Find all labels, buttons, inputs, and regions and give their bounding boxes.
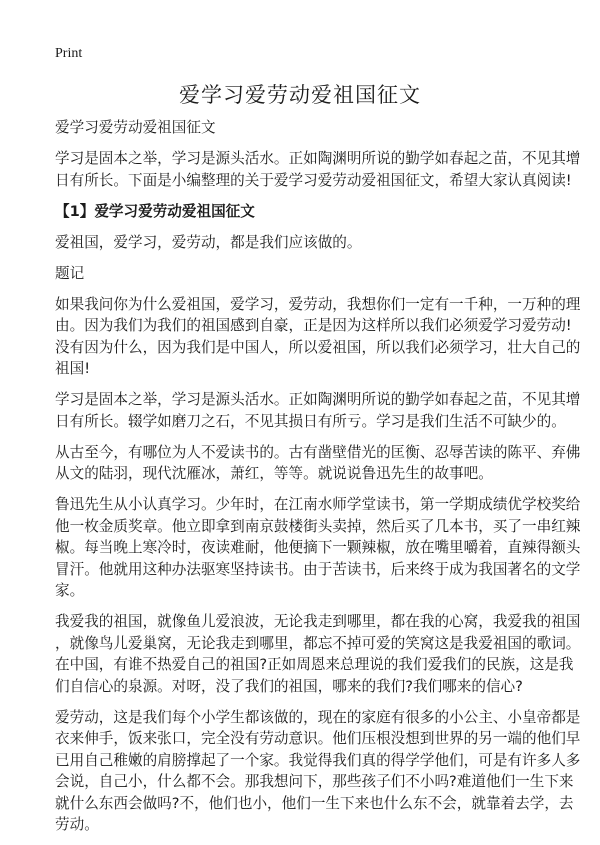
text-line: ，就像鸟儿爱巢窝，无论我走到哪里，都忘不掉可爱的笑窝这是我爱祖国的歌词。	[55, 634, 581, 652]
text-line: 由。因为我们为我们的祖国感到自豪，正是因为这样所以我们必须爱学习爱劳动!	[55, 317, 572, 334]
text-line: 学习是固本之举，学习是源头活水。正如陶渊明所说的勤学如春起之苗，不见其增	[55, 391, 581, 408]
section-heading	[55, 201, 555, 223]
text-line: 我爱我的祖国，就像鱼儿爱浪波，无论我走到哪里，都在我的心窝，我爱我的祖国	[55, 613, 581, 630]
text-line: 题记	[55, 264, 85, 282]
text-line: 爱劳动，这是我们每个小学生都该做的，现在的家庭有很多的小公主、小皇帝都是	[55, 708, 581, 726]
paragraph	[55, 294, 581, 380]
print-link[interactable]: Print	[55, 46, 83, 61]
text-line: 会说，自己小，什么都不会。那我想问下，那些孩子们不小吗?难道他们一生下来	[55, 773, 574, 790]
paragraph	[55, 232, 555, 254]
text-line: 没有因为什么，因为我们是中国人，所以爱祖国，所以我们必须学习，壮大自己的	[55, 338, 581, 356]
text-line: 爱祖国，爱学习，爱劳动，都是我们应该做的。	[55, 233, 362, 251]
paragraph	[55, 117, 555, 139]
document-body	[55, 117, 581, 845]
text-line: 就什么东西会做吗?不，他们也小，他们一生下来也什么东不会，就靠着去学，去	[55, 794, 574, 812]
text-line: 【1】爱学习爱劳动爱祖国征文	[55, 202, 255, 220]
text-line: 衣来伸手，饭来张口，完全没有劳动意识。他们压根没想到世界的另一端的他们早	[55, 730, 581, 747]
text-line: 如果我问你为什么爱祖国，爱学习，爱劳动，我想你们一定有一千种，一万种的理	[55, 295, 581, 313]
text-line: 们自信心的泉源。对呀，没了我们的祖国，哪来的我们?我们哪来的信心?	[55, 677, 523, 695]
paragraph	[55, 707, 581, 836]
text-line: 已用自己稚嫩的肩膀撑起了一个家。我觉得我们真的得学学他们，可是有许多人多	[55, 751, 581, 769]
text-line: 在中国，有谁不热爱自己的祖国?正如周恩来总理说的我们爱我们的民族，这是我	[55, 656, 574, 673]
text-line: 从古至今，有哪位为人不爱读书的。古有凿壁借光的匡衡、忍辱苦读的陈平、弃佛	[55, 443, 581, 461]
document-title: 爱学习爱劳动爱祖国征文	[179, 83, 421, 107]
paragraph	[55, 263, 555, 285]
text-line: 冒汗。他就用这种办法驱寒坚持读书。由于苦读书，后来终于成为我国著名的文学	[55, 560, 581, 578]
paragraph	[55, 442, 581, 485]
text-line: 祖国!	[55, 360, 91, 377]
text-line: 鲁迅先生从小认真学习。少年时，在江南水师学堂读书，第一学期成绩优学校奖给	[55, 496, 581, 513]
text-line: 日有所长。辍学如磨刀之石，不见其损日有所亏。学习是我们生活不可缺少的。	[55, 412, 566, 430]
text-line: 爱学习爱劳动爱祖国征文	[55, 119, 216, 136]
text-line: 从文的陆羽，现代沈雁冰，萧红，等等。就说说鲁迅先生的故事吧。	[55, 465, 493, 482]
paragraph	[55, 611, 581, 697]
paragraph	[55, 389, 581, 432]
paragraph	[55, 148, 581, 191]
text-line: 他一枚金质奖章。他立即拿到南京鼓楼街头卖掉，然后买了几本书，买了一串红辣	[55, 517, 581, 535]
text-line: 劳动。	[55, 816, 99, 833]
text-line: 日有所长。下面是小编整理的关于爱学习爱劳动爱祖国征文，希望大家认真阅读!	[55, 171, 572, 189]
text-line: 家。	[55, 582, 85, 599]
text-line: 学习是固本之举，学习是源头活水。正如陶渊明所说的勤学如春起之苗，不见其增	[55, 150, 581, 167]
paragraph	[55, 494, 581, 602]
text-line: 椒。每当晚上寒冷时，夜读难耐，他便摘下一颗辣椒，放在嘴里嚼着，直辣得额头	[55, 539, 581, 556]
